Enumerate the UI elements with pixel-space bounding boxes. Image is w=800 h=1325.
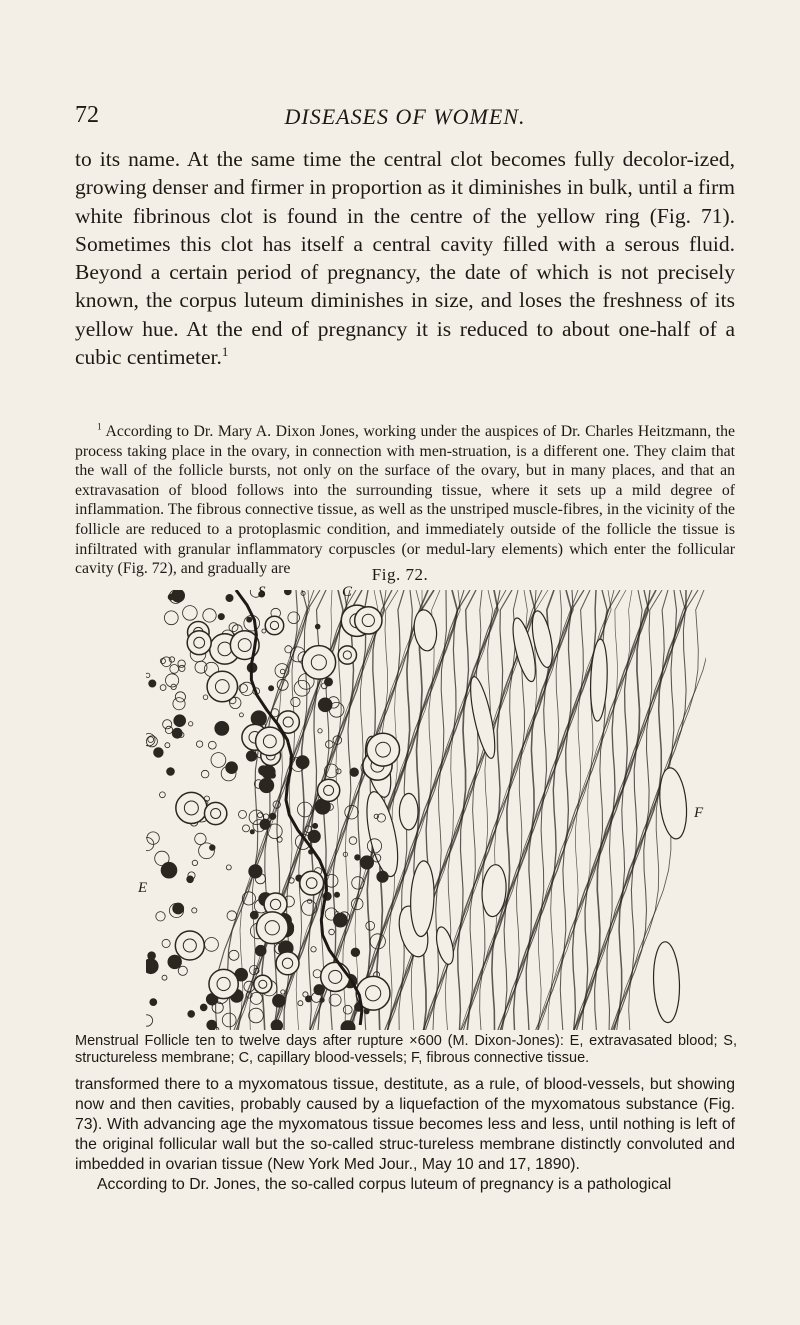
page-header [75,102,735,132]
main-paragraph-text: to its name. At the same time the central clot becomes fully decolor-ized, growing denser and firmer in proportion as it diminishes in bulk, until a firm white fibrinous clot is found in the centre of the yellow ring (Fig. 71). Sometimes this clot has itself a central cavity filled with a serous fluid. Beyond a certain period of pregnancy, the date of which is not precisely known, the corpus luteum diminishes in size, and loses the freshness of its yellow hue. At the end of pregnancy it is reduced to about one-half of a cubic centimeter. [75,147,735,370]
figure-label-f: F [694,805,704,821]
figure-title: Fig. 72. [371,565,429,584]
running-title: DISEASES OF WOMEN. [284,104,526,129]
page-number: 72 [75,102,99,128]
footnote-text: According to Dr. Mary A. Dixon Jones, working under the auspices of Dr. Charles Heitzmann, the process taking place in the ovary, in connection with men-struation, is a different one. They claim that the wall of the follicle bursts, not only on the surface of the ovary, but in many places, and that an extravasation of blood follows into the surrounding tissue, where it sets up a mild degree of inflammation. The fibrous connective tissue, as well as the unstriped muscle-fibres, in the vicinity of the follicle are reduced to a protoplasmic condition, and immediately outside of the follicle the tissue is infiltrated with granular inflammatory corpuscles (or medul-lary elements) which enter the follicular cavity (Fig. 72), and gradually are [75,423,736,578]
main-paragraph [75,145,735,371]
continuation-text [75,1075,735,1195]
figure-caption: Menstrual Follicle ten to twelve days after rupture ×600 (M. Dixon-Jones): E, extravasated blood; S, structureless membrane; C, capillary blood-vessels; F, fibrous connective tissue. [75,1033,737,1066]
histology-illustration [146,590,706,1030]
footnote [75,422,735,579]
figure-label-e: E [138,880,148,896]
histology-figure [138,584,706,1030]
footnote-mark: 1 [97,422,102,433]
footnote-reference: 1 [221,344,229,359]
figure-label-s: S [258,584,266,600]
continuation-paragraph-1: transformed there to a myxomatous tissue, destitute, as a rule, of blood-vessels, but showing now and then cavities, probably caused by a liquefaction of the myxomatous substance (Fig. 73). With advancing age the myxomatous tissue becomes less and less, until nothing is left of the original follicular wall but the so-called struc-tureless membrane distinctly convoluted and imbedded in ovarian tissue (New York Med Jour., May 10 and 17, 1890). [75,1076,735,1173]
figure-label-c: C [342,584,353,600]
continuation-paragraph-2: According to Dr. Jones, the so-called corpus luteum of pregnancy is a pathological [97,1176,672,1193]
